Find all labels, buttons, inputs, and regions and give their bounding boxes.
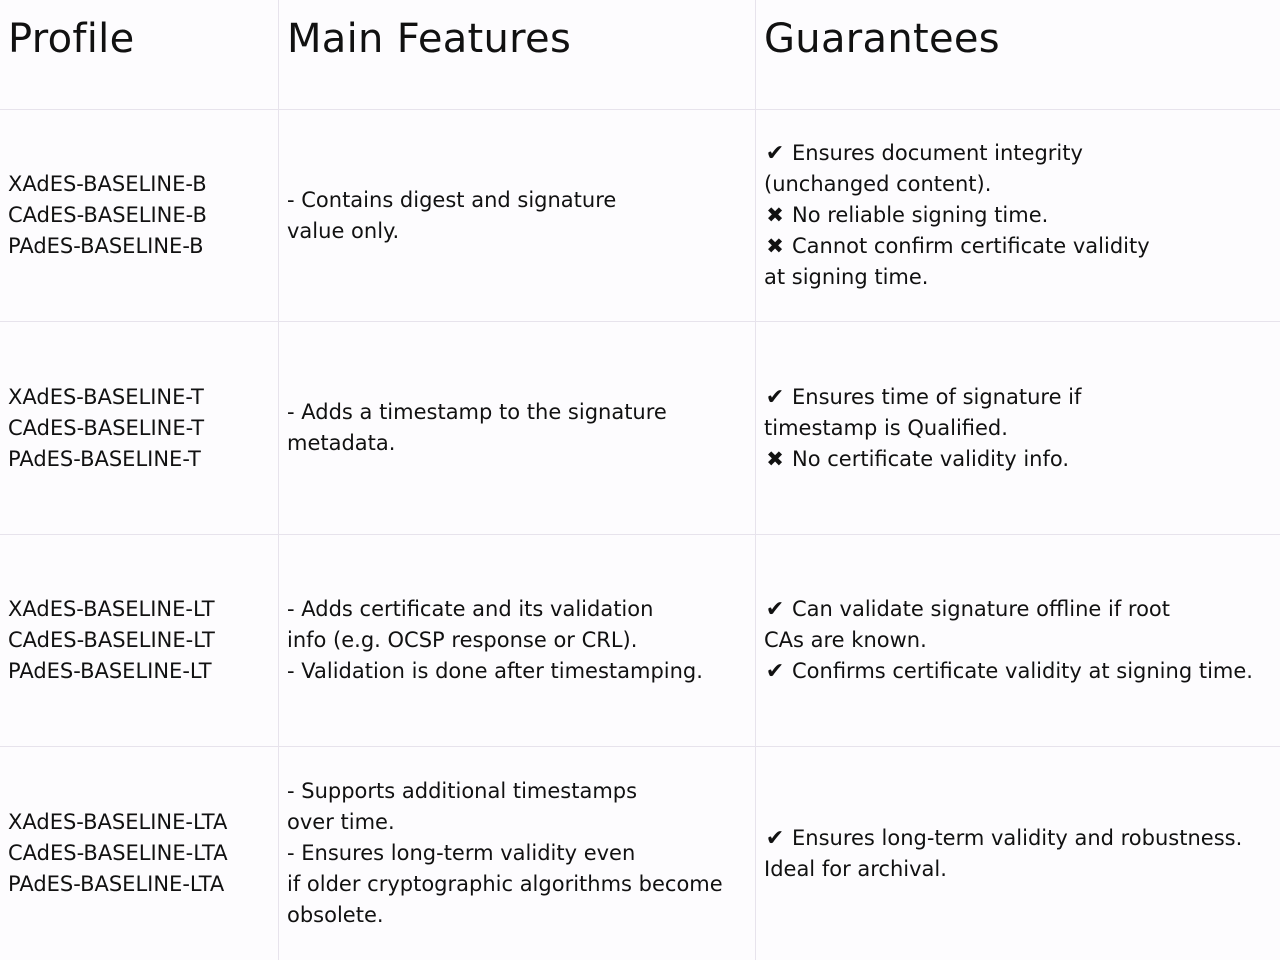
features-cell [279,535,756,747]
guarantee-line [764,594,1276,625]
profile-name: PAdES-BASELINE-LTA [8,872,225,896]
guarantee-line [764,823,1276,854]
guarantee-text: CAs are known. [764,628,927,652]
guarantee-text: Cannot confirm certificate validity [792,234,1150,258]
profile-cell [0,322,279,535]
feature-line: info (e.g. OCSP response or CRL). [287,628,638,652]
profile-name: CAdES-BASELINE-LTA [8,841,228,865]
guarantee-line [764,854,1276,885]
cross-icon: ✖ [766,203,784,227]
guarantee-line [764,625,1276,656]
profile-name: CAdES-BASELINE-T [8,415,205,440]
profile-cell [0,747,279,960]
guarantee-text: Ideal for archival. [764,856,947,881]
header-guarantees-cell [756,0,1280,110]
guarantee-text: at signing time. [764,265,929,289]
profile-name: PAdES-BASELINE-LT [8,659,212,683]
guarantee-text: No reliable signing time. [792,203,1049,227]
feature-line: - Validation is done after timestamping. [287,659,703,683]
profile-cell [0,110,279,322]
header-features-cell [279,0,756,110]
guarantees-cell [756,747,1280,960]
guarantee-line [764,169,1276,200]
feature-line: metadata. [287,431,396,455]
feature-line: - Supports additional timestamps [287,779,638,803]
guarantee-line [764,262,1276,293]
feature-line: if older cryptographic algorithms become [287,872,723,896]
guarantees-cell [756,535,1280,747]
profile-name: XAdES-BASELINE-T [8,384,204,409]
features-cell [279,322,756,535]
cross-icon: ✖ [766,446,784,471]
header-main-features: Main Features [287,16,572,62]
guarantee-text: Ensures time of signature if [792,384,1082,409]
features-cell [279,747,756,960]
guarantee-text: No certificate validity info. [792,446,1070,471]
profile-name: PAdES-BASELINE-B [8,234,204,258]
feature-line: - Adds certificate and its validation [287,597,654,621]
guarantee-line [764,138,1276,169]
guarantee-line [764,656,1276,687]
cross-icon: ✖ [766,234,784,258]
profile-name: XAdES-BASELINE-LT [8,597,215,621]
guarantee-text: timestamp is Qualified. [764,415,1008,440]
header-profile-cell [0,0,279,110]
feature-line: - Adds a timestamp to the signature [287,400,667,424]
check-icon: ✔ [765,141,785,166]
header-guarantees: Guarantees [764,16,1000,62]
guarantee-text: Ensures document integrity [792,141,1083,165]
guarantee-text: Can validate signature offline if root [792,597,1170,621]
profile-name: CAdES-BASELINE-LT [8,628,215,652]
guarantee-line [764,382,1276,413]
check-icon: ✔ [765,825,785,851]
guarantee-line [764,444,1276,475]
check-icon: ✔ [765,597,785,622]
feature-line: value only. [287,218,400,243]
profile-name: XAdES-BASELINE-B [8,172,207,196]
guarantee-line [764,413,1276,444]
check-icon: ✔ [765,384,785,410]
profile-name: XAdES-BASELINE-LTA [8,810,228,834]
profile-name: PAdES-BASELINE-T [8,446,201,471]
profile-cell [0,535,279,747]
guarantees-cell [756,110,1280,322]
feature-line: - Contains digest and signature [287,187,617,212]
guarantee-text: Ensures long-term validity and robustness. [792,825,1243,850]
header-profile: Profile [8,16,135,62]
guarantee-line [764,200,1276,231]
guarantee-line [764,231,1276,262]
feature-line: obsolete. [287,903,384,927]
guarantees-cell [756,322,1280,535]
check-icon: ✔ [765,659,785,684]
features-cell [279,110,756,322]
feature-line: over time. [287,810,395,834]
profile-name: CAdES-BASELINE-B [8,203,207,227]
guarantee-text: Confirms certificate validity at signing time. [792,659,1253,683]
guarantee-text: (unchanged content). [764,172,992,196]
feature-line: - Ensures long-term validity even [287,841,636,865]
